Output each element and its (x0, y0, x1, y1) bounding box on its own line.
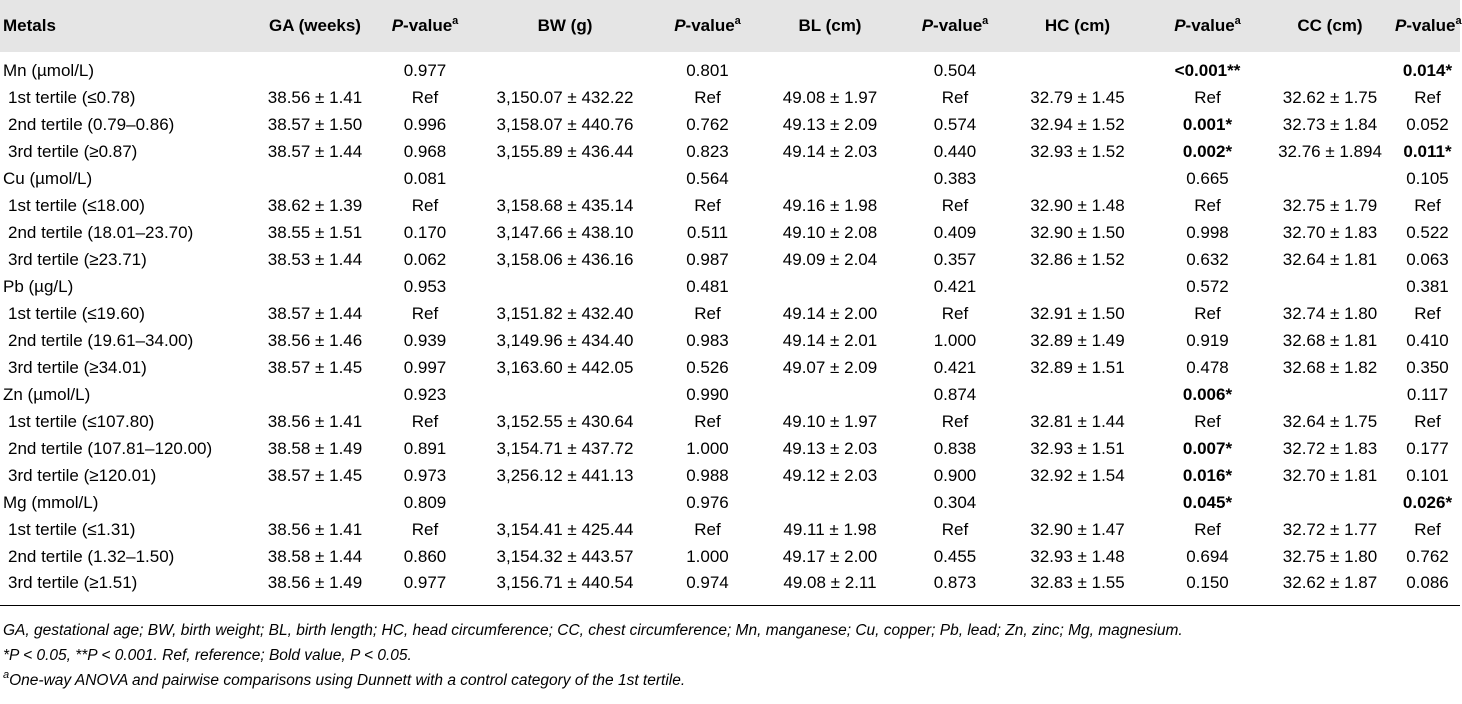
cell-p1: 0.891 (403, 438, 447, 458)
cell-hc: 32.90 ± 1.47 (1030, 519, 1125, 539)
cell-ga: 38.56 ± 1.41 (267, 87, 363, 107)
metal-label: Zn (µmol/L) (3, 384, 91, 404)
cell-p3: 0.900 (933, 465, 977, 485)
cell-p5: 0.052 (1406, 114, 1449, 134)
cell-cc (1265, 165, 1395, 192)
cell-p1: 0.170 (403, 222, 447, 242)
cell-p3: 0.455 (933, 546, 977, 566)
header-pvalue: P-value$^a$ (1174, 15, 1241, 35)
cell-hc (1005, 381, 1150, 408)
header-pvalue: P-value$^a$ (391, 15, 459, 35)
cell-ga: 38.58 ± 1.49 (267, 438, 363, 458)
cell-p1: Ref (411, 519, 439, 539)
table-row (0, 516, 1460, 543)
cell-cc (1265, 273, 1395, 300)
metal-label: Pb (µg/L) (3, 276, 74, 296)
cell-p5: 0.350 (1406, 357, 1449, 377)
cell-cc: 32.62 ± 1.87 (1282, 573, 1378, 593)
cell-p2: 0.511 (686, 222, 729, 242)
cell-p5: Ref (1414, 519, 1441, 539)
cell-p1: 0.997 (403, 357, 447, 377)
cell-p3: 0.874 (933, 384, 977, 404)
cell-hc (1005, 165, 1150, 192)
footnote-abbreviations: GA, gestational age; BW, birth weight; BL, birth length; HC, head circumference; CC, chest circumference; Mn, manganese; Cu, copper; Pb, lead; Zn, zinc; Mg, magnesium. (3, 621, 1183, 639)
cell-p4: 0.045* (1182, 492, 1233, 512)
cell-cc: 32.72 ± 1.77 (1282, 519, 1378, 539)
cell-p4: 0.007* (1182, 438, 1233, 458)
cell-hc: 32.93 ± 1.52 (1030, 141, 1125, 161)
cell-bw: 3,158.06 ± 436.16 (496, 249, 634, 269)
cell-hc: 32.81 ± 1.44 (1030, 411, 1125, 431)
table-row (0, 300, 1460, 327)
cell-p4: Ref (1194, 195, 1221, 215)
cell-p2: 0.988 (686, 465, 729, 485)
cell-p4: 0.478 (1186, 357, 1229, 377)
metal-label: Cu (µmol/L) (3, 168, 93, 188)
cell-bl: 49.10 ± 1.97 (782, 411, 878, 431)
cell-bl: 49.14 ± 2.01 (782, 330, 878, 350)
cell-p4: 0.016* (1182, 465, 1233, 485)
table-group-row (0, 165, 1460, 192)
cell-p5: 0.522 (1406, 222, 1449, 242)
table-body (0, 52, 1460, 605)
cell-p3: 0.873 (933, 573, 977, 593)
cell-bl: 49.09 ± 2.04 (782, 249, 878, 269)
cell-ga: 38.55 ± 1.51 (267, 222, 363, 242)
cell-ga: 38.57 ± 1.44 (267, 303, 363, 323)
cell-hc: 32.93 ± 1.51 (1030, 438, 1125, 458)
cell-p1: Ref (411, 87, 439, 107)
cell-cc: 32.70 ± 1.83 (1282, 222, 1378, 242)
footnote-significance: *P < 0.05, **P < 0.001. Ref, reference; Bold value, P < 0.05. (3, 646, 412, 664)
cell-bl: 49.08 ± 1.97 (782, 87, 878, 107)
cell-p5: 0.117 (1406, 384, 1449, 404)
cell-p2: 0.564 (686, 168, 729, 188)
cell-p5: 0.014* (1402, 61, 1453, 80)
cell-hc: 32.93 ± 1.48 (1030, 546, 1125, 566)
cell-bw: 3,150.07 ± 432.22 (496, 87, 634, 107)
cell-p2: 0.974 (686, 573, 729, 593)
cell-bw (470, 273, 660, 300)
cell-cc (1265, 52, 1395, 84)
cell-p2: 0.801 (686, 61, 729, 80)
cell-cc (1265, 381, 1395, 408)
table-row (0, 570, 1460, 605)
cell-bw: 3,154.71 ± 437.72 (496, 438, 634, 458)
cell-cc: 32.64 ± 1.75 (1282, 411, 1378, 431)
cell-ga (250, 381, 380, 408)
cell-p2: 0.990 (686, 384, 729, 404)
cell-cc: 32.70 ± 1.81 (1282, 465, 1378, 485)
cell-p4: 0.001* (1182, 114, 1233, 134)
header-pvalue: P-value$^a$ (674, 15, 741, 35)
tertile-label: 2nd tertile (0.79–0.86) (8, 114, 175, 134)
cell-p1: 0.939 (403, 330, 447, 350)
cell-p4: 0.919 (1186, 330, 1229, 350)
cell-hc (1005, 273, 1150, 300)
tertile-label: 3rd tertile (≥23.71) (8, 249, 147, 269)
cell-cc: 32.76 ± 1.894 (1278, 141, 1382, 161)
cell-bl: 49.17 ± 2.00 (782, 546, 878, 566)
cell-cc: 32.62 ± 1.75 (1282, 87, 1378, 107)
cell-p3: 0.383 (933, 168, 977, 188)
cell-p5: Ref (1414, 87, 1441, 107)
cell-p3: Ref (941, 87, 969, 107)
cell-p3: 1.000 (933, 330, 977, 350)
cell-hc: 32.94 ± 1.52 (1030, 114, 1125, 134)
cell-p3: Ref (941, 519, 969, 539)
tertile-label: 1st tertile (≤0.78) (8, 87, 136, 107)
table-footnotes (0, 606, 1460, 693)
cell-bl: 49.07 ± 2.09 (782, 357, 878, 377)
cell-bl: 49.14 ± 2.03 (782, 141, 878, 161)
table-row (0, 435, 1460, 462)
cell-p3: 0.440 (933, 141, 977, 161)
cell-p5: 0.011* (1403, 141, 1452, 161)
tertile-label: 2nd tertile (107.81–120.00) (8, 438, 213, 458)
cell-bw: 3,156.71 ± 440.54 (496, 573, 634, 593)
cell-ga (250, 273, 380, 300)
cell-p5: Ref (1414, 303, 1441, 323)
metal-label: Mg (mmol/L) (3, 492, 99, 512)
cell-p2: Ref (694, 195, 721, 215)
cell-bw (470, 381, 660, 408)
cell-cc: 32.73 ± 1.84 (1282, 114, 1378, 134)
cell-p4: Ref (1194, 411, 1221, 431)
cell-p2: 0.976 (686, 492, 729, 512)
cell-p3: 0.421 (933, 357, 977, 377)
cell-bl: 49.14 ± 2.00 (782, 303, 878, 323)
tertile-label: 1st tertile (≤107.80) (8, 411, 155, 431)
footnote-anova: $^a$One-way ANOVA and pairwise comparisons using Dunnett with a control category of the 1st tertile. (3, 668, 686, 689)
table-row (0, 219, 1460, 246)
cell-p5: 0.762 (1406, 546, 1449, 566)
cell-bw: 3,147.66 ± 438.10 (496, 222, 634, 242)
cell-p2: 0.987 (686, 249, 729, 269)
tertile-label: 2nd tertile (18.01–23.70) (8, 222, 194, 242)
cell-hc: 32.90 ± 1.48 (1030, 195, 1125, 215)
table-row (0, 462, 1460, 489)
table-group-row (0, 489, 1460, 516)
cell-p4: Ref (1194, 87, 1221, 107)
cell-p4: Ref (1194, 519, 1221, 539)
metal-label: Mn (µmol/L) (3, 61, 95, 80)
table-group-row (0, 381, 1460, 408)
cell-p1: 0.977 (403, 573, 447, 593)
cell-p2: 0.481 (686, 276, 729, 296)
table-row (0, 138, 1460, 165)
cell-ga: 38.56 ± 1.41 (267, 411, 363, 431)
cell-p2: 1.000 (686, 438, 729, 458)
tertile-label: 1st tertile (≤18.00) (8, 195, 145, 215)
cell-p2: 1.000 (686, 546, 729, 566)
cell-p2: Ref (694, 303, 721, 323)
cell-ga: 38.56 ± 1.46 (267, 330, 363, 350)
cell-p5: 0.177 (1406, 438, 1449, 458)
cell-p2: Ref (694, 519, 721, 539)
cell-p5: 0.381 (1406, 276, 1449, 296)
cell-ga: 38.58 ± 1.44 (267, 546, 363, 566)
cell-bl (755, 273, 905, 300)
header-bl: BL (cm) (798, 16, 862, 35)
tertile-label: 2nd tertile (19.61–34.00) (8, 330, 194, 350)
cell-ga: 38.57 ± 1.50 (267, 114, 363, 134)
header-cc: CC (cm) (1297, 16, 1363, 35)
cell-p5: 0.410 (1406, 330, 1449, 350)
cell-hc: 32.83 ± 1.55 (1030, 573, 1125, 593)
cell-bw: 3,256.12 ± 441.13 (496, 465, 634, 485)
cell-hc (1005, 52, 1150, 84)
cell-p1: 0.996 (403, 114, 447, 134)
cell-bl: 49.10 ± 2.08 (782, 222, 878, 242)
cell-p3: Ref (941, 411, 969, 431)
cell-bw: 3,158.07 ± 440.76 (496, 114, 634, 134)
cell-bl (755, 52, 905, 84)
table-row (0, 111, 1460, 138)
cell-p1: 0.062 (403, 249, 447, 269)
cell-bl: 49.12 ± 2.03 (782, 465, 878, 485)
cell-p5: 0.101 (1406, 465, 1449, 485)
tertile-label: 3rd tertile (≥1.51) (8, 573, 138, 593)
cell-p4: 0.002* (1182, 141, 1233, 161)
tertile-label: 3rd tertile (≥34.01) (8, 357, 147, 377)
cell-bw: 3,149.96 ± 434.40 (496, 330, 634, 350)
cell-p4: 0.665 (1186, 168, 1229, 188)
table-row (0, 246, 1460, 273)
header-metals: Metals (3, 16, 56, 35)
table-row (0, 408, 1460, 435)
cell-p5: 0.063 (1406, 249, 1449, 269)
cell-hc: 32.90 ± 1.50 (1030, 222, 1125, 242)
cell-cc: 32.72 ± 1.83 (1282, 438, 1378, 458)
cell-bw: 3,158.68 ± 435.14 (496, 195, 634, 215)
cell-cc: 32.68 ± 1.81 (1282, 330, 1378, 350)
cell-ga: 38.57 ± 1.44 (267, 141, 363, 161)
header-pvalue: P-value$^a$ (921, 15, 989, 35)
cell-bw (470, 52, 660, 84)
cell-bl: 49.16 ± 1.98 (782, 195, 878, 215)
cell-bl: 49.13 ± 2.09 (782, 114, 878, 134)
cell-p3: Ref (941, 303, 969, 323)
table-row (0, 192, 1460, 219)
cell-p1: 0.809 (403, 492, 447, 512)
header-ga: GA (weeks) (269, 16, 361, 35)
tertile-label: 3rd tertile (≥120.01) (8, 465, 157, 485)
cell-p1: 0.081 (403, 168, 447, 188)
cell-p5: 0.086 (1406, 573, 1449, 593)
table-row (0, 84, 1460, 111)
cell-p3: 0.838 (933, 438, 977, 458)
header-row (0, 0, 1460, 52)
cell-p4: 0.572 (1186, 276, 1229, 296)
cell-p4: Ref (1194, 303, 1221, 323)
cell-hc: 32.79 ± 1.45 (1030, 87, 1125, 107)
cell-p4: 0.006* (1182, 384, 1233, 404)
tertile-label: 2nd tertile (1.32–1.50) (8, 546, 175, 566)
header-hc: HC (cm) (1044, 16, 1111, 35)
cell-cc: 32.75 ± 1.80 (1282, 546, 1378, 566)
cell-p1: 0.860 (403, 546, 447, 566)
cell-cc: 32.68 ± 1.82 (1282, 357, 1378, 377)
table-row (0, 543, 1460, 570)
cell-p4: 0.632 (1186, 249, 1229, 269)
header-pvalue: P-value$^a$ (1395, 15, 1462, 35)
cell-cc (1265, 489, 1395, 516)
cell-p1: Ref (411, 303, 439, 323)
cell-p4: <0.001** (1174, 61, 1241, 80)
cell-cc: 32.64 ± 1.81 (1282, 249, 1378, 269)
cell-bl: 49.13 ± 2.03 (782, 438, 878, 458)
table-row (0, 354, 1460, 381)
cell-p5: Ref (1414, 195, 1441, 215)
tertile-label: 3rd tertile (≥0.87) (8, 141, 138, 161)
cell-p4: 0.150 (1186, 573, 1229, 593)
cell-p3: 0.421 (933, 276, 977, 296)
cell-p1: 0.953 (403, 276, 447, 296)
cell-ga (250, 489, 380, 516)
cell-p1: Ref (411, 411, 439, 431)
tertile-label: 1st tertile (≤19.60) (8, 303, 145, 323)
cell-p2: 0.526 (686, 357, 729, 377)
cell-ga: 38.57 ± 1.45 (267, 465, 363, 485)
cell-ga: 38.53 ± 1.44 (267, 249, 363, 269)
cell-ga: 38.56 ± 1.49 (267, 573, 363, 593)
cell-bw: 3,151.82 ± 432.40 (496, 303, 634, 323)
cell-p3: 0.504 (933, 61, 977, 80)
cell-ga (250, 52, 380, 84)
cell-p4: 0.998 (1186, 222, 1229, 242)
cell-p5: Ref (1414, 411, 1441, 431)
tertile-label: 1st tertile (≤1.31) (8, 519, 136, 539)
cell-p4: 0.694 (1186, 546, 1229, 566)
cell-p3: 0.409 (933, 222, 977, 242)
cell-bw (470, 489, 660, 516)
cell-p1: 0.973 (403, 465, 447, 485)
cell-hc: 32.91 ± 1.50 (1030, 303, 1125, 323)
cell-p2: Ref (694, 411, 721, 431)
cell-p3: 0.304 (933, 492, 977, 512)
cell-bl: 49.11 ± 1.98 (783, 519, 877, 539)
cell-p3: Ref (941, 195, 969, 215)
cell-bw: 3,163.60 ± 442.05 (496, 357, 634, 377)
cell-p1: 0.968 (403, 141, 447, 161)
cell-bw: 3,154.32 ± 443.57 (496, 546, 634, 566)
cell-p2: 0.762 (686, 114, 729, 134)
cell-ga (250, 165, 380, 192)
cell-p2: 0.983 (686, 330, 729, 350)
cell-hc: 32.92 ± 1.54 (1030, 465, 1125, 485)
cell-p2: 0.823 (686, 141, 729, 161)
cell-bw: 3,154.41 ± 425.44 (496, 519, 634, 539)
cell-cc: 32.74 ± 1.80 (1282, 303, 1378, 323)
cell-hc: 32.86 ± 1.52 (1030, 249, 1125, 269)
cell-ga: 38.57 ± 1.45 (267, 357, 363, 377)
cell-ga: 38.56 ± 1.41 (267, 519, 363, 539)
cell-p3: 0.574 (933, 114, 977, 134)
cell-ga: 38.62 ± 1.39 (267, 195, 363, 215)
cell-p1: 0.923 (403, 384, 447, 404)
cell-p2: Ref (694, 87, 721, 107)
cell-bw: 3,152.55 ± 430.64 (496, 411, 634, 431)
cell-p3: 0.357 (933, 249, 977, 269)
cell-bl: 49.08 ± 2.11 (783, 573, 877, 593)
cell-p5: 0.026* (1402, 492, 1453, 512)
cell-bw (470, 165, 660, 192)
cell-bl (755, 381, 905, 408)
header-bw: BW (g) (537, 16, 593, 35)
cell-hc: 32.89 ± 1.49 (1030, 330, 1125, 350)
cell-bl (755, 165, 905, 192)
cell-p5: 0.105 (1406, 168, 1449, 188)
cell-cc: 32.75 ± 1.79 (1282, 195, 1378, 215)
table-group-row (0, 273, 1460, 300)
cell-hc (1005, 489, 1150, 516)
table-row (0, 327, 1460, 354)
cell-hc: 32.89 ± 1.51 (1030, 357, 1125, 377)
cell-bw: 3,155.89 ± 436.44 (496, 141, 634, 161)
cell-bl (755, 489, 905, 516)
cell-p1: 0.977 (403, 61, 447, 80)
table-group-row (0, 52, 1460, 84)
cell-p1: Ref (411, 195, 439, 215)
